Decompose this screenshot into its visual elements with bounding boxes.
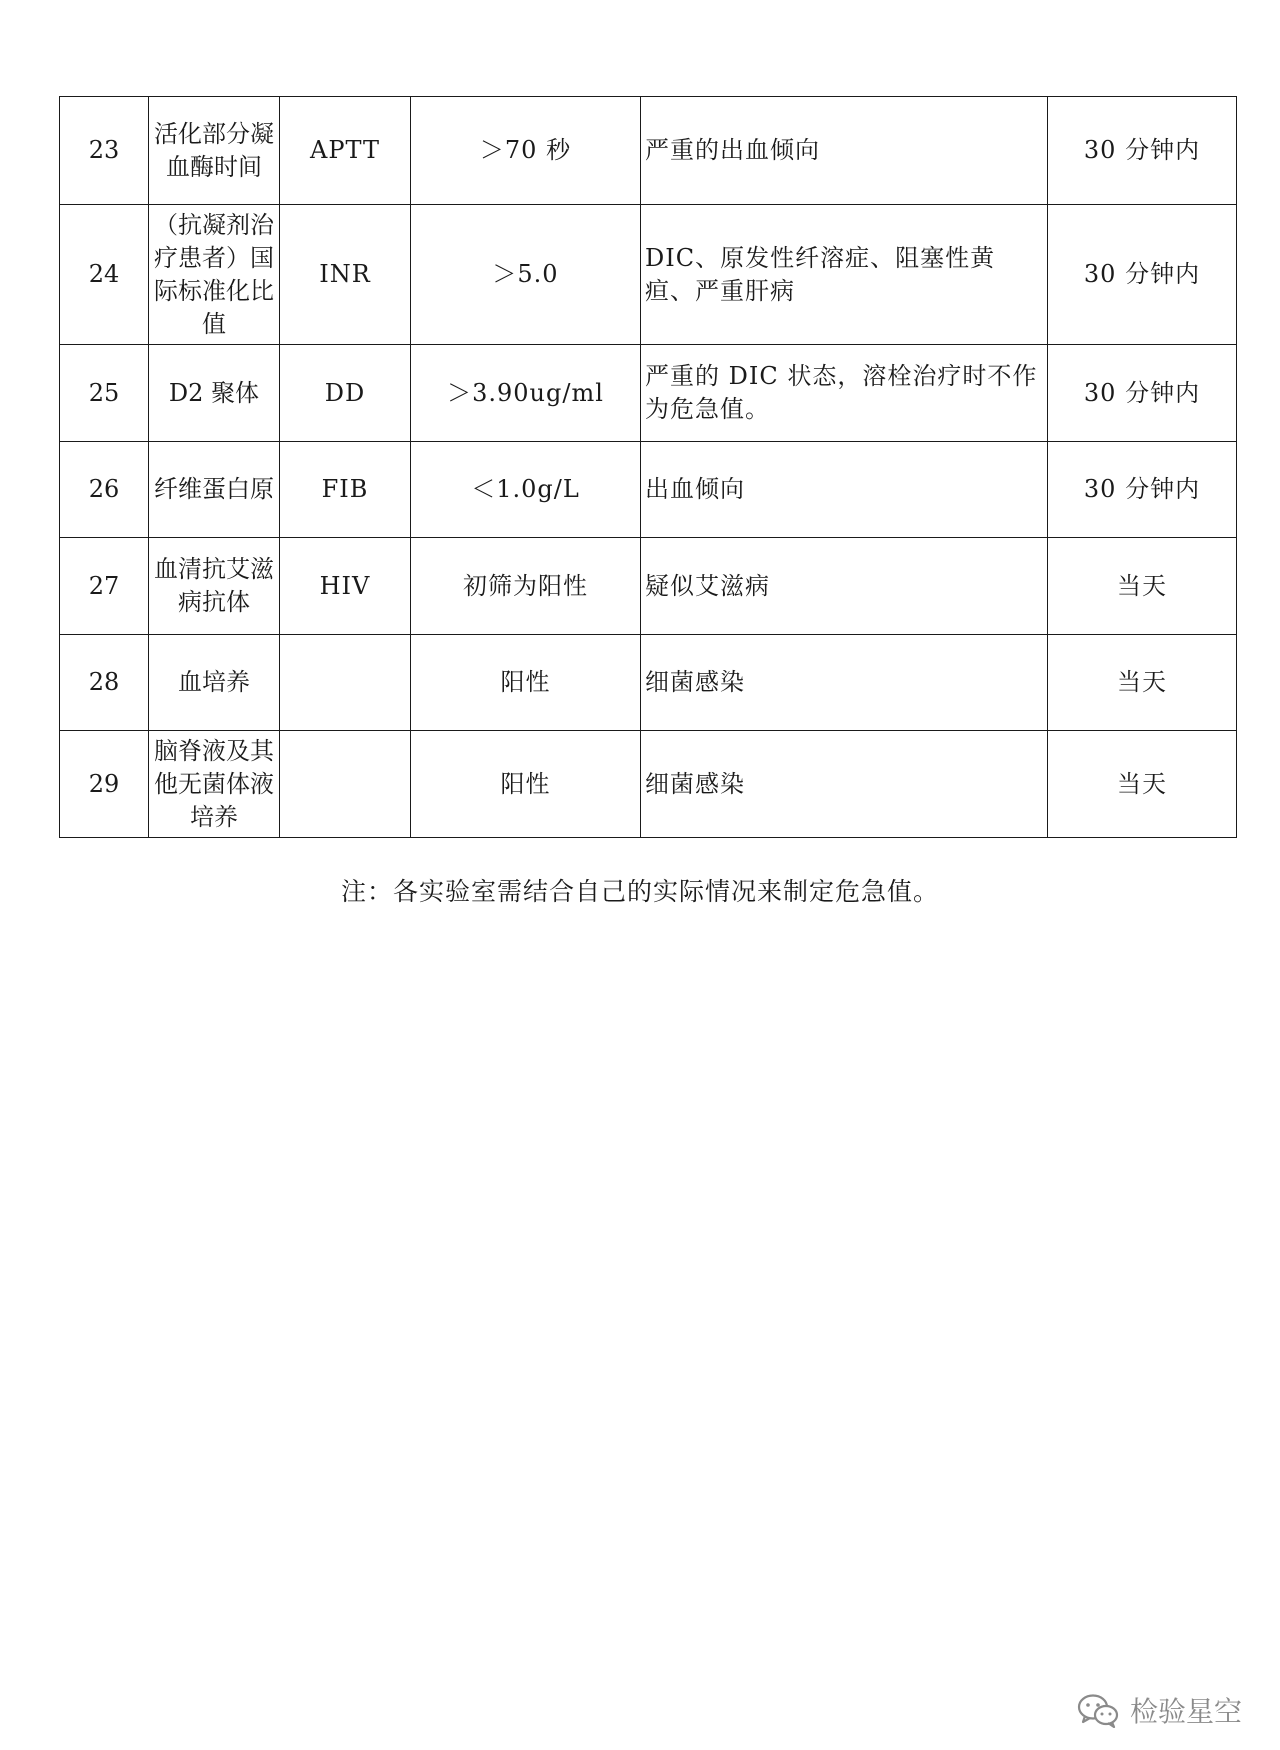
clinical-significance: 疑似艾滋病 — [641, 538, 1048, 635]
test-abbreviation — [280, 731, 411, 838]
row-number: 27 — [60, 538, 149, 635]
row-number: 25 — [60, 345, 149, 442]
critical-value: ＞5.0 — [411, 205, 641, 345]
clinical-significance: 严重的 DIC 状态，溶栓治疗时不作为危急值。 — [641, 345, 1048, 442]
critical-value: ＜1.0g/L — [411, 442, 641, 538]
footnote: 注：各实验室需结合自己的实际情况来制定危急值。 — [340, 877, 939, 906]
test-abbreviation: DD — [280, 345, 411, 442]
row-number: 23 — [60, 97, 149, 205]
report-time: 当天 — [1048, 635, 1237, 731]
row-number: 26 — [60, 442, 149, 538]
row-number: 28 — [60, 635, 149, 731]
critical-value: ＞70 秒 — [411, 97, 641, 205]
wechat-icon — [1076, 1692, 1120, 1728]
table-row — [60, 442, 1237, 538]
test-name: 纤维蛋白原 — [149, 442, 280, 538]
report-time: 30 分钟内 — [1048, 442, 1237, 538]
report-time: 30 分钟内 — [1048, 345, 1237, 442]
table-row — [60, 538, 1237, 635]
report-time: 当天 — [1048, 731, 1237, 838]
row-number: 29 — [60, 731, 149, 838]
critical-values-table — [59, 96, 1237, 838]
table-row — [60, 731, 1237, 838]
report-time: 30 分钟内 — [1048, 205, 1237, 345]
critical-value: ＞3.90ug/ml — [411, 345, 641, 442]
critical-value: 阳性 — [411, 635, 641, 731]
clinical-significance: DIC、原发性纤溶症、阻塞性黄疸、严重肝病 — [641, 205, 1048, 345]
test-abbreviation: INR — [280, 205, 411, 345]
test-abbreviation — [280, 635, 411, 731]
row-number: 24 — [60, 205, 149, 345]
clinical-significance: 细菌感染 — [641, 731, 1048, 838]
test-name: 脑脊液及其他无菌体液培养 — [149, 731, 280, 838]
test-name: 血清抗艾滋病抗体 — [149, 538, 280, 635]
test-name: D2 聚体 — [149, 345, 280, 442]
report-time: 当天 — [1048, 538, 1237, 635]
test-name: 活化部分凝血酶时间 — [149, 97, 280, 205]
test-abbreviation: HIV — [280, 538, 411, 635]
clinical-significance: 出血倾向 — [641, 442, 1048, 538]
watermark-text: 检验星空 — [1129, 1695, 1242, 1728]
test-abbreviation: APTT — [280, 97, 411, 205]
test-name: 血培养 — [149, 635, 280, 731]
table-row — [60, 345, 1237, 442]
table-row — [60, 205, 1237, 345]
critical-value: 阳性 — [411, 731, 641, 838]
test-abbreviation: FIB — [280, 442, 411, 538]
table-row — [60, 97, 1237, 205]
clinical-significance: 细菌感染 — [641, 635, 1048, 731]
table-row — [60, 635, 1237, 731]
clinical-significance: 严重的出血倾向 — [641, 97, 1048, 205]
report-time: 30 分钟内 — [1048, 97, 1237, 205]
watermark — [1076, 1690, 1242, 1730]
test-name: （抗凝剂治疗患者）国际标准化比值 — [149, 205, 280, 345]
critical-value: 初筛为阳性 — [411, 538, 641, 635]
